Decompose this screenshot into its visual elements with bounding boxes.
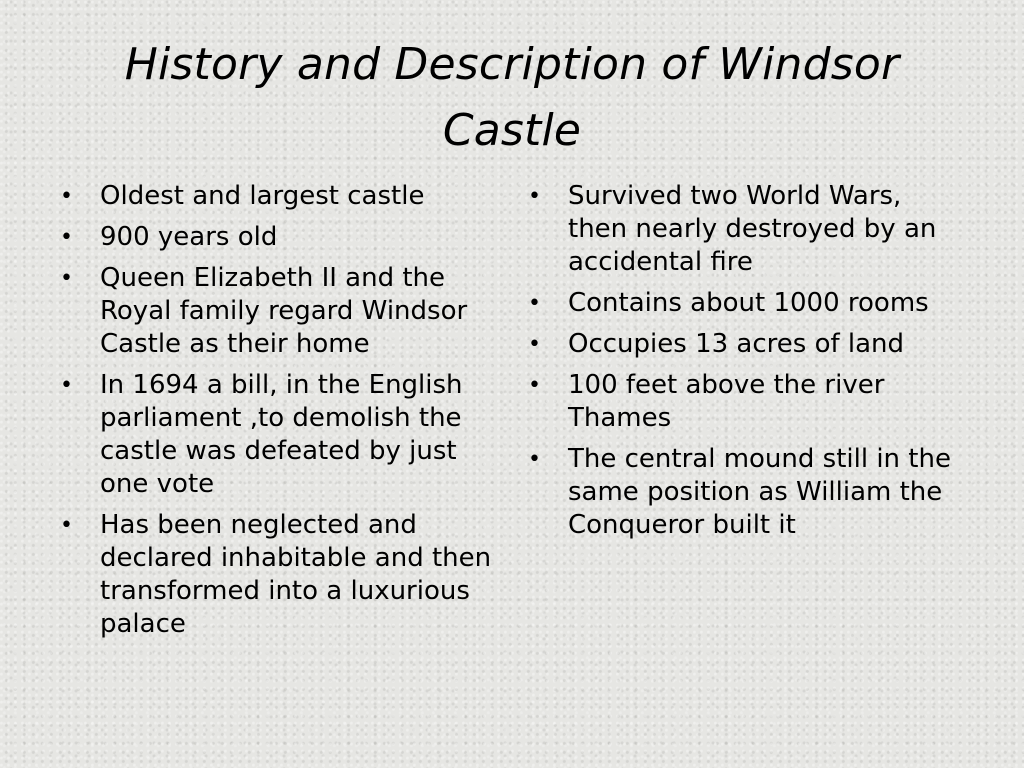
bullet-icon: • — [60, 266, 73, 291]
bullet-text: The central mound still in the same position as William the Conqueror built it — [568, 444, 951, 540]
bullet-icon: • — [60, 184, 73, 209]
right-bullet-list — [524, 180, 964, 550]
bullet-text: Contains about 1000 rooms — [568, 288, 929, 318]
bullet-icon: • — [528, 447, 541, 472]
list-item — [56, 180, 496, 213]
bullet-text: In 1694 a bill, in the English parliament ,to demolish the castle was defeated by just one vote — [100, 370, 463, 499]
left-bullet-list — [56, 180, 496, 649]
bullet-text: 100 feet above the river Thames — [568, 370, 885, 433]
slide-title: History and Description of Windsor Castle — [124, 39, 900, 156]
list-item — [56, 369, 496, 501]
bullet-text: Has been neglected and declared inhabitable and then transformed into a luxurious palace — [100, 510, 492, 639]
list-item — [524, 369, 964, 435]
bullet-icon: • — [60, 513, 73, 538]
bullet-icon: • — [528, 291, 541, 316]
list-item — [524, 443, 964, 542]
list-item — [56, 262, 496, 361]
bullet-text: Occupies 13 acres of land — [568, 329, 905, 359]
list-item — [524, 328, 964, 361]
bullet-icon: • — [60, 373, 73, 398]
bullet-icon: • — [60, 225, 73, 250]
list-item — [524, 287, 964, 320]
bullet-text: Queen Elizabeth II and the Royal family regard Windsor Castle as their home — [100, 263, 468, 359]
bullet-text: Oldest and largest castle — [100, 181, 425, 211]
bullet-icon: • — [528, 332, 541, 357]
bullet-text: Survived two World Wars, then nearly destroyed by an accidental fire — [568, 181, 937, 277]
bullet-text: 900 years old — [100, 222, 278, 252]
bullet-icon: • — [528, 373, 541, 398]
list-item — [56, 509, 496, 641]
list-item — [56, 221, 496, 254]
bullet-icon: • — [528, 184, 541, 209]
list-item — [524, 180, 964, 279]
